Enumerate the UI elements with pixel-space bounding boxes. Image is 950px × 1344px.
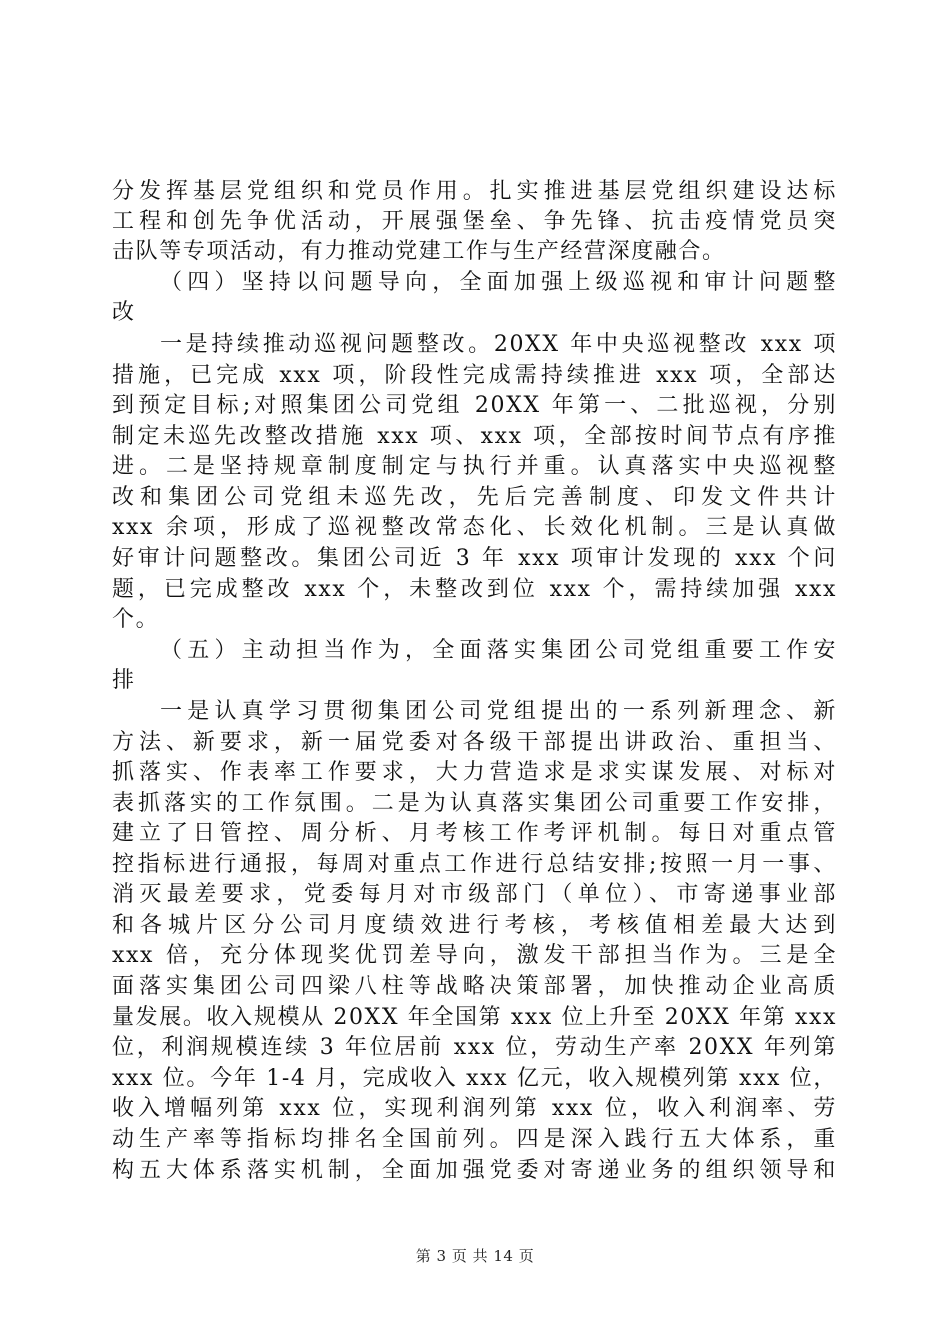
text-line-19: 方法、新要求，新一届党委对各级干部提出讲政治、重担当、	[112, 730, 837, 755]
text-line-10: 进。二是坚持规章制度制定与执行并重。认真落实中央巡视整	[112, 454, 837, 479]
text-line-26: xxx 倍，充分体现奖优罚差导向，激发干部担当作为。三是全	[112, 943, 837, 968]
text-line-15: 个。	[112, 607, 160, 632]
text-line-11: 改和集团公司党组未巡先改，先后完善制度、印发文件共计	[112, 485, 837, 510]
text-line-13: 好审计问题整改。集团公司近 3 年 xxx 项审计发现的 xxx 个问	[112, 546, 837, 571]
text-line-1: 分发挥基层党组织和党员作用。扎实推进基层党组织建设达标	[112, 179, 837, 204]
text-line-23: 控指标进行通报，每周对重点工作进行总结安排;按照一月一事、	[112, 852, 837, 877]
text-line-22: 建立了日管控、周分析、月考核工作考评机制。每日对重点管	[112, 821, 837, 846]
text-line-2: 工程和创先争优活动，开展强堡垒、争先锋、抗击疫情党员突	[112, 209, 837, 234]
section-heading-5: （五）主动担当作为，全面落实集团公司党组重要工作安	[160, 638, 837, 663]
text-line-30: xxx 位。今年 1-4 月，完成收入 xxx 亿元，收入规模列第 xxx 位，	[112, 1066, 837, 1091]
text-line-31: 收入增幅列第 xxx 位，实现利润列第 xxx 位，收入利润率、劳	[112, 1096, 837, 1121]
text-line-28: 量发展。收入规模从 20XX 年全国第 xxx 位上升至 20XX 年第 xxx	[112, 1005, 837, 1030]
text-line-21: 表抓落实的工作氛围。二是为认真落实集团公司重要工作安排，	[112, 791, 837, 816]
text-line-12: xxx 余项，形成了巡视整改常态化、长效化机制。三是认真做	[112, 515, 837, 540]
text-line-8: 到预定目标;对照集团公司党组 20XX 年第一、二批巡视，分别	[112, 393, 837, 418]
text-line-20: 抓落实、作表率工作要求，大力营造求是求实谋发展、对标对	[112, 760, 837, 785]
text-line-7: 措施，已完成 xxx 项，阶段性完成需持续推进 xxx 项，全部达	[112, 363, 837, 388]
text-line-27: 面落实集团公司四梁八柱等战略决策部署，加快推动企业高质	[112, 974, 837, 999]
text-line-25: 和各城片区分公司月度绩效进行考核，考核值相差最大达到	[112, 913, 837, 938]
text-line-24: 消灭最差要求，党委每月对市级部门（单位）、市寄递事业部	[112, 882, 837, 907]
text-line-6: 一是持续推动巡视问题整改。20XX 年中央巡视整改 xxx 项	[160, 332, 837, 357]
text-line-9: 制定未巡先改整改措施 xxx 项、xxx 项，全部按时间节点有序推	[112, 424, 837, 449]
text-line-18: 一是认真学习贯彻集团公司党组提出的一系列新理念、新	[160, 699, 837, 724]
section-heading-5-cont: 排	[112, 668, 136, 693]
section-heading-4: （四）坚持以问题导向，全面加强上级巡视和审计问题整	[160, 270, 837, 295]
section-heading-4-cont: 改	[112, 300, 136, 325]
page-number-footer: 第 3 页 共 14 页	[415, 1247, 535, 1265]
text-line-3: 击队等专项活动，有力推动党建工作与生产经营深度融合。	[112, 239, 726, 264]
text-line-33: 构五大体系落实机制，全面加强党委对寄递业务的组织领导和	[112, 1158, 837, 1183]
text-line-32: 动生产率等指标均排名全国前列。四是深入践行五大体系，重	[112, 1127, 837, 1152]
text-line-29: 位，利润规模连续 3 年位居前 xxx 位，劳动生产率 20XX 年列第	[112, 1035, 837, 1060]
text-line-14: 题，已完成整改 xxx 个，未整改到位 xxx 个，需持续加强 xxx	[112, 577, 837, 602]
